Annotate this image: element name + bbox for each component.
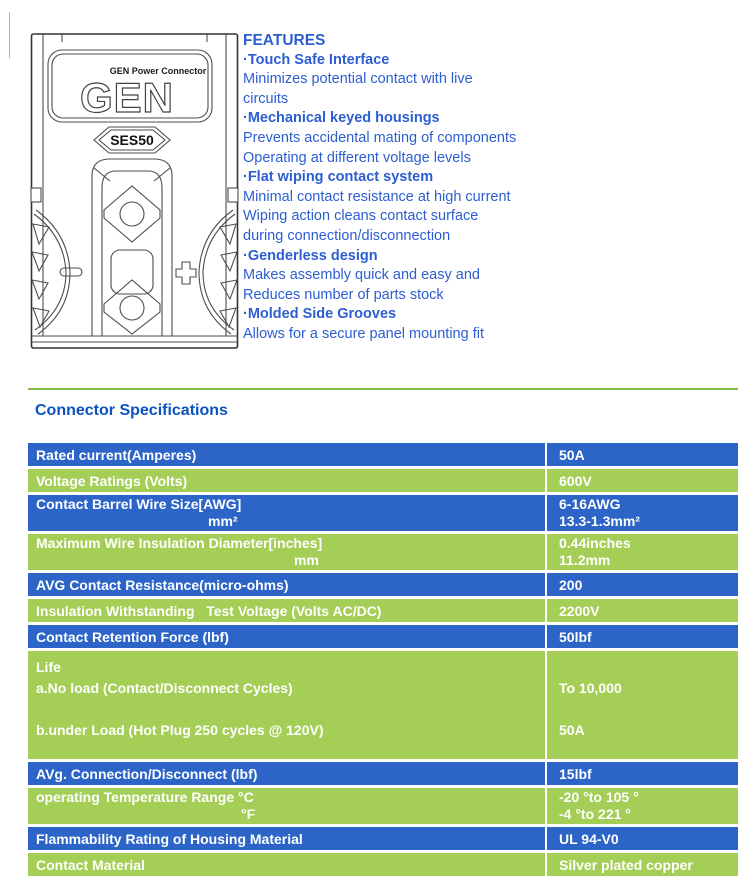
feature-text: Minimal contact resistance at high current — [243, 188, 511, 205]
plus-icon — [176, 262, 196, 284]
spec-label-text: °F — [241, 806, 256, 822]
spec-label-text: AVG Contact Resistance(micro-ohms) — [36, 576, 289, 593]
spec-value-text: Silver plated copper — [559, 856, 693, 873]
spec-row-rated-current — [28, 443, 738, 466]
spec-label — [28, 573, 545, 596]
spec-value-text: 13.3-1.3mm² — [559, 513, 640, 529]
spec-row-flammability — [28, 827, 738, 850]
spec-row-voltage-ratings — [28, 469, 738, 492]
spec-label-text: a.No load (Contact/Disconnect Cycles) — [36, 680, 293, 696]
spec-value-text: 6-16AWG — [559, 496, 621, 512]
spec-value-text: 0.44inches — [559, 535, 631, 551]
spec-label-text: b.under Load (Hot Plug 250 cycles @ 120V) — [36, 722, 324, 738]
feature-heading: ·Genderless design — [243, 247, 378, 264]
spec-value — [545, 443, 738, 466]
spec-label-text: operating Temperature Range °C — [36, 789, 254, 805]
spec-value — [545, 651, 738, 759]
spec-value — [545, 469, 738, 492]
panel-notch-right — [228, 188, 238, 202]
upper-contact-circle — [120, 202, 144, 226]
spec-row-wire-size — [28, 495, 738, 531]
feature-text: Prevents accidental mating of components — [243, 129, 517, 146]
feature-heading: ·Flat wiping contact system — [243, 169, 434, 186]
spec-row-operating-temperature — [28, 788, 738, 824]
spec-label-text: Contact Retention Force (lbf) — [36, 628, 229, 645]
spec-value-text: 50A — [559, 446, 585, 463]
center-contact-window — [111, 250, 153, 294]
spec-label — [28, 625, 545, 648]
feature-text: Operating at different voltage levels — [243, 149, 471, 166]
spec-label — [28, 651, 545, 759]
spec-value — [545, 762, 738, 785]
section-divider — [28, 388, 738, 390]
spec-label — [28, 788, 545, 824]
features-title: FEATURES — [243, 32, 326, 49]
spec-label — [28, 762, 545, 785]
spec-value — [545, 827, 738, 850]
brand-label: GEN Power Connector — [109, 66, 207, 76]
spec-label-text: Voltage Ratings (Volts) — [36, 472, 188, 489]
spec-value-text: 50A — [559, 722, 585, 738]
spec-label-text: AVg. Connection/Disconnect (lbf) — [36, 765, 258, 782]
spec-value — [545, 625, 738, 648]
spec-value-text: 11.2mm — [559, 552, 611, 568]
features-section — [243, 31, 563, 345]
spec-label-text: Flammability Rating of Housing Material — [36, 830, 303, 847]
spec-value-text: 200 — [559, 576, 583, 593]
spec-label-text: Contact Barrel Wire Size[AWG] — [36, 496, 242, 512]
connector-drawing — [30, 28, 240, 353]
model-badge-text: SES50 — [110, 132, 154, 148]
spec-label — [28, 495, 545, 531]
spec-value — [545, 534, 738, 570]
feature-text: Makes assembly quick and easy and — [243, 267, 480, 284]
feature-text: Wiping action cleans contact surface — [243, 208, 479, 225]
spec-value-text: 15lbf — [559, 765, 592, 782]
specs-heading: Connector Specifications — [35, 402, 228, 419]
spec-label-text: Insulation Withstanding Test Voltage (Volts AC/DC) — [36, 602, 382, 619]
spec-row-retention-force — [28, 625, 738, 648]
spec-value-text: 2200V — [559, 602, 600, 619]
spec-row-connection-disconnect — [28, 762, 738, 785]
spec-label — [28, 599, 545, 622]
spec-label-text: Rated current(Amperes) — [36, 446, 197, 463]
spec-value-text: -4 °to 221 ° — [559, 806, 631, 822]
minus-icon — [60, 268, 82, 276]
feature-heading: ·Molded Side Grooves — [243, 306, 397, 323]
side-groove-left — [32, 210, 70, 334]
spec-value — [545, 599, 738, 622]
feature-text: circuits — [243, 90, 289, 107]
spec-row-insulation-diameter — [28, 534, 738, 570]
spec-row-withstanding-voltage — [28, 599, 738, 622]
spec-value — [545, 788, 738, 824]
feature-text: Allows for a secure panel mounting fit — [243, 325, 484, 342]
spec-label-text: Contact Material — [36, 856, 145, 873]
spec-value — [545, 573, 738, 596]
side-groove-right — [199, 210, 237, 334]
spec-value-text: UL 94-V0 — [559, 830, 619, 847]
spec-value-text: -20 °to 105 ° — [559, 789, 639, 805]
spec-value-text: 600V — [559, 472, 592, 489]
feature-heading: ·Mechanical keyed housings — [243, 110, 440, 127]
page-edge-artifact — [9, 12, 10, 58]
panel-notch-left — [31, 188, 41, 202]
specs-table — [28, 443, 738, 879]
spec-label — [28, 443, 545, 466]
feature-text: during connection/disconnection — [243, 227, 451, 244]
spec-label-text: Life — [36, 659, 61, 675]
spec-row-life — [28, 651, 738, 759]
spec-label-text: mm² — [208, 513, 238, 529]
spec-value — [545, 853, 738, 876]
feature-text: Reduces number of parts stock — [243, 286, 444, 303]
lower-contact-circle — [120, 296, 144, 320]
spec-row-contact-resistance — [28, 573, 738, 596]
spec-label — [28, 827, 545, 850]
spec-label-text: Maximum Wire Insulation Diameter[inches] — [36, 535, 323, 551]
feature-heading: ·Touch Safe Interface — [243, 51, 390, 68]
spec-label-text: mm — [294, 552, 319, 568]
gen-logo: GEN — [79, 74, 175, 121]
spec-row-contact-material — [28, 853, 738, 876]
spec-label — [28, 469, 545, 492]
spec-label — [28, 853, 545, 876]
spec-label — [28, 534, 545, 570]
lower-contact-frame — [104, 280, 160, 334]
feature-text: Minimizes potential contact with live — [243, 71, 473, 88]
spec-value-text: 50lbf — [559, 628, 592, 645]
spec-value-text: To 10,000 — [559, 680, 622, 696]
spec-value — [545, 495, 738, 531]
upper-contact-frame — [104, 186, 160, 242]
